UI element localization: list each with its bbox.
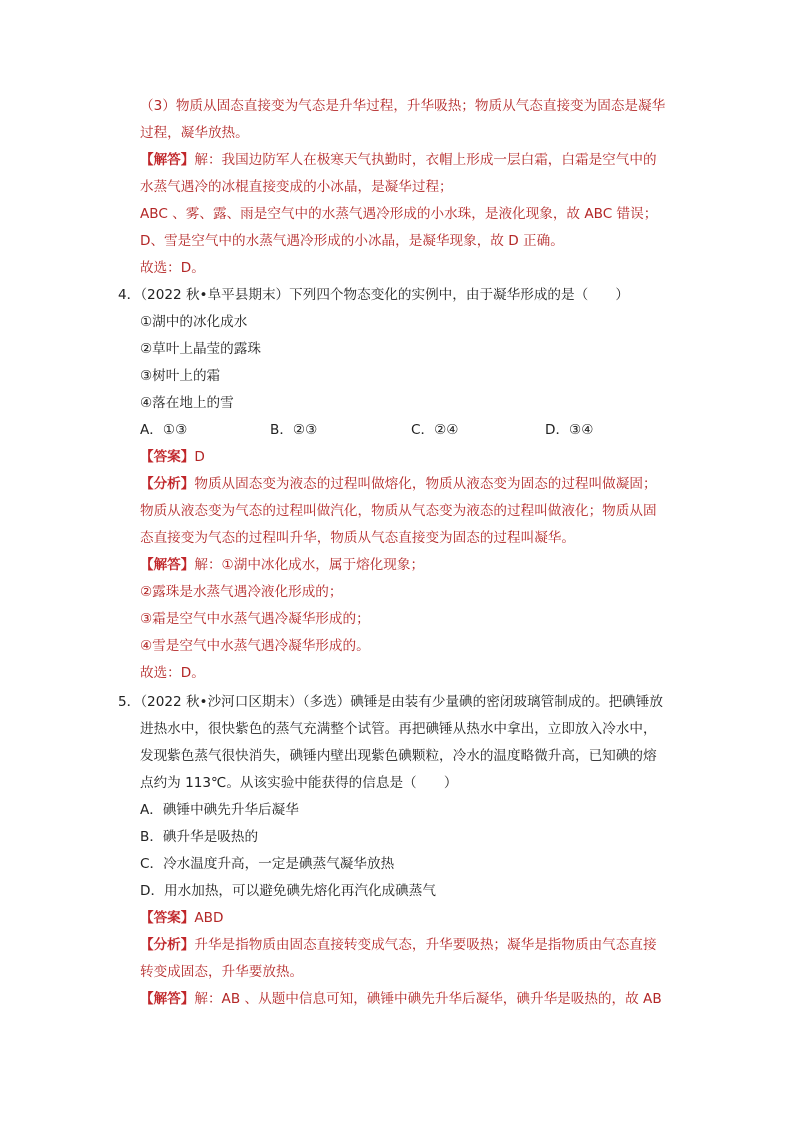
q4-answer-line-1: 【解答】解：①湖中冰化成水，属于熔化现象； (140, 557, 425, 573)
q3-analysis-line-2: 过程，凝华放热。 (140, 125, 249, 141)
q4-option-b: B．②③ (270, 422, 318, 438)
q5-option-c: C．冷水温度升高，一定是碘蒸气凝华放热 (140, 856, 395, 872)
q5-answer-line-1: 【解答】解：AB 、从题中信息可知，碘锤中碘先升华后凝华，碘升华是吸热的，故 AB (140, 991, 662, 1007)
q4-choose: 故选：D。 (140, 665, 205, 681)
q5-analysis-line-1: 【分析】升华是指物质由固态直接转变成气态，升华要吸热；凝华是指物质由气态直接 (140, 937, 657, 953)
q5-stem-line-2: 进热水中，很快紫色的蒸气充满整个试管。再把碘锤从热水中拿出，立即放入冷水中， (140, 721, 657, 737)
q4-option-c: C．②④ (411, 422, 459, 438)
q4-analysis-line-2: 物质从液态变为气态的过程叫做汽化，物质从气态变为液态的过程叫做液化；物质从固 (140, 503, 657, 519)
q4-analysis-line-1: 【分析】物质从固态变为液态的过程叫做熔化，物质从液态变为固态的过程叫做凝固； (140, 476, 657, 492)
q4-key: 【答案】D (140, 449, 205, 465)
q4-analysis-line-3: 态直接变为气态的过程叫升华，物质从气态直接变为固态的过程叫凝华。 (140, 530, 575, 546)
q3-answer-line-4: D、雪是空气中的水蒸气遇冷形成的小冰晶，是凝华现象，故 D 正确。 (140, 233, 564, 249)
q5-analysis-line-2: 转变成固态，升华要放热。 (140, 964, 304, 980)
q5-stem-line-3: 发现紫色蒸气很快消失，碘锤内壁出现紫色碘颗粒，冷水的温度略微升高，已知碘的熔 (140, 748, 657, 764)
q4-item-1: ①湖中的冰化成水 (140, 314, 248, 330)
q4-item-3: ③树叶上的霜 (140, 368, 221, 384)
q5-option-d: D．用水加热，可以避免碘先熔化再汽化成碘蒸气 (140, 883, 436, 899)
q3-analysis-line-1: （3）物质从固态直接变为气态是升华过程，升华吸热；物质从气态直接变为固态是凝华 (140, 98, 666, 114)
q3-answer-line-2: 水蒸气遇冷的冰棍直接变成的小冰晶，是凝华过程； (140, 179, 453, 195)
q4-answer-line-4: ④雪是空气中水蒸气遇冷凝华形成的。 (140, 638, 370, 654)
q4-answer-line-2: ②露珠是水蒸气遇冷液化形成的； (140, 584, 343, 600)
q3-choose: 故选：D。 (140, 260, 205, 276)
q3-answer-line-1: 【解答】解：我国边防军人在极寒天气执勤时，衣帽上形成一层白霜，白霜是空气中的 (140, 152, 657, 168)
q4-answer-line-3: ③霜是空气中水蒸气遇冷凝华形成的； (140, 611, 370, 627)
q4-option-d: D．③④ (545, 422, 594, 438)
q5-option-b: B．碘升华是吸热的 (140, 829, 259, 845)
q5-stem-line-1: 5．（2022 秋•沙河口区期末）（多选）碘锤是由装有少量碘的密闭玻璃管制成的。把碘锤放 (118, 694, 663, 710)
q4-stem: 4．（2022 秋•阜平县期末）下列四个物态变化的实例中，由于凝华形成的是（ ） (118, 287, 629, 303)
q5-option-a: A．碘锤中碘先升华后凝华 (140, 802, 299, 818)
q4-item-4: ④落在地上的雪 (140, 395, 234, 411)
q4-item-2: ②草叶上晶莹的露珠 (140, 341, 261, 357)
q5-key: 【答案】ABD (140, 910, 224, 926)
q4-option-a: A．①③ (140, 422, 188, 438)
answer-tag: 【解答】 (140, 152, 195, 168)
q3-answer-line-3: ABC 、雾、露、雨是空气中的水蒸气遇冷形成的小水珠，是液化现象，故 ABC 错误； (140, 206, 658, 222)
q5-stem-line-4: 点约为 113℃。从该实验中能获得的信息是（ ） (140, 775, 458, 791)
